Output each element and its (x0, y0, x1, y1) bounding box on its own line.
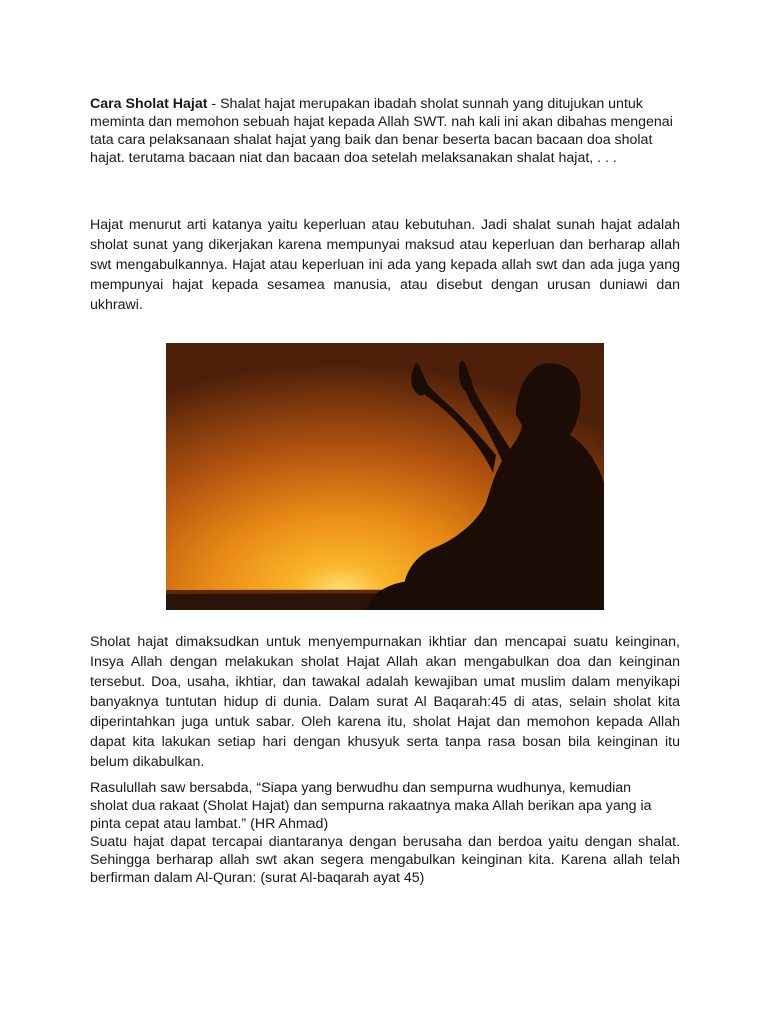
hadith-line-1: Rasulullah saw bersabda, “Siapa yang berwudhu dan sempurna wudhunya, kemudian (90, 780, 632, 796)
praying-silhouette-photo (166, 343, 604, 610)
intro-paragraph (90, 95, 680, 167)
hadith-line-3 (90, 815, 680, 833)
hadith-line-2: sholat dua rakaat (Sholat Hajat) dan sempurna rakaatnya maka Allah berikan apa yang ia (90, 798, 652, 814)
hadith-closing: pinta cepat atau lambat.” (90, 816, 247, 832)
title-separator: - (207, 96, 221, 112)
article-title: Cara Sholat Hajat (90, 96, 208, 112)
hadith-source: (HR Ahmad) (246, 816, 329, 832)
intro-text: Shalat hajat merupakan ibadah sholat sunnah yang ditujukan untuk meminta dan memohon sebuah hajat kepada Allah SWT. nah kali ini akan dibahas mengenai tata cara pelaksanaan shalat hajat yang baik dan benar beserta bacan bacaan doa sholat hajat. terutama bacaan niat dan bacaan doa setelah melaksanakan shalat hajat, . . . (90, 96, 673, 166)
definition-paragraph: Hajat menurut arti katanya yaitu keperluan atau kebutuhan. Jadi shalat sunah hajat adalah sholat sunat yang dikerjakan karena mempunyai maksud atau keperluan dan berharap allah swt mengabulkannya. Hajat atau keperluan ini ada yang kepada allah swt dan ada juga yang mempunyai hajat kepada sesamea manusia, atau disebut dengan urusan duniawi dan ukhrawi. (90, 217, 680, 313)
conclusion-paragraph: Suatu hajat dapat tercapai diantaranya dengan berusaha dan berdoa yaitu dengan shalat. Sehingga berharap allah swt akan segera mengabulkan keinginan kita. Karena allah telah berfirman dalam Al-Quran: (surat Al-baqarah ayat 45) (90, 834, 680, 886)
hadith-block (90, 779, 680, 887)
purpose-paragraph: Sholat hajat dimaksudkan untuk menyempurnakan ikhtiar dan mencapai suatu keinginan, Insya Allah dengan melakukan sholat Hajat Allah akan mengabulkan doa dan keinginan tersebut. Doa, usaha, ikhtiar, dan tawakal adalah kewajiban umat muslim dalam menyikapi banyaknya tuntutan hidup di dunia. Dalam surat Al Baqarah:45 di atas, selain sholat kita diperintahkan juga untuk sabar. Oleh karena itu, sholat Hajat dan memohon kepada Allah dapat kita lakukan setiap hari dengan khusyuk serta tanpa rasa bosan bila keinginan itu belum dikabulkan. (90, 634, 680, 770)
